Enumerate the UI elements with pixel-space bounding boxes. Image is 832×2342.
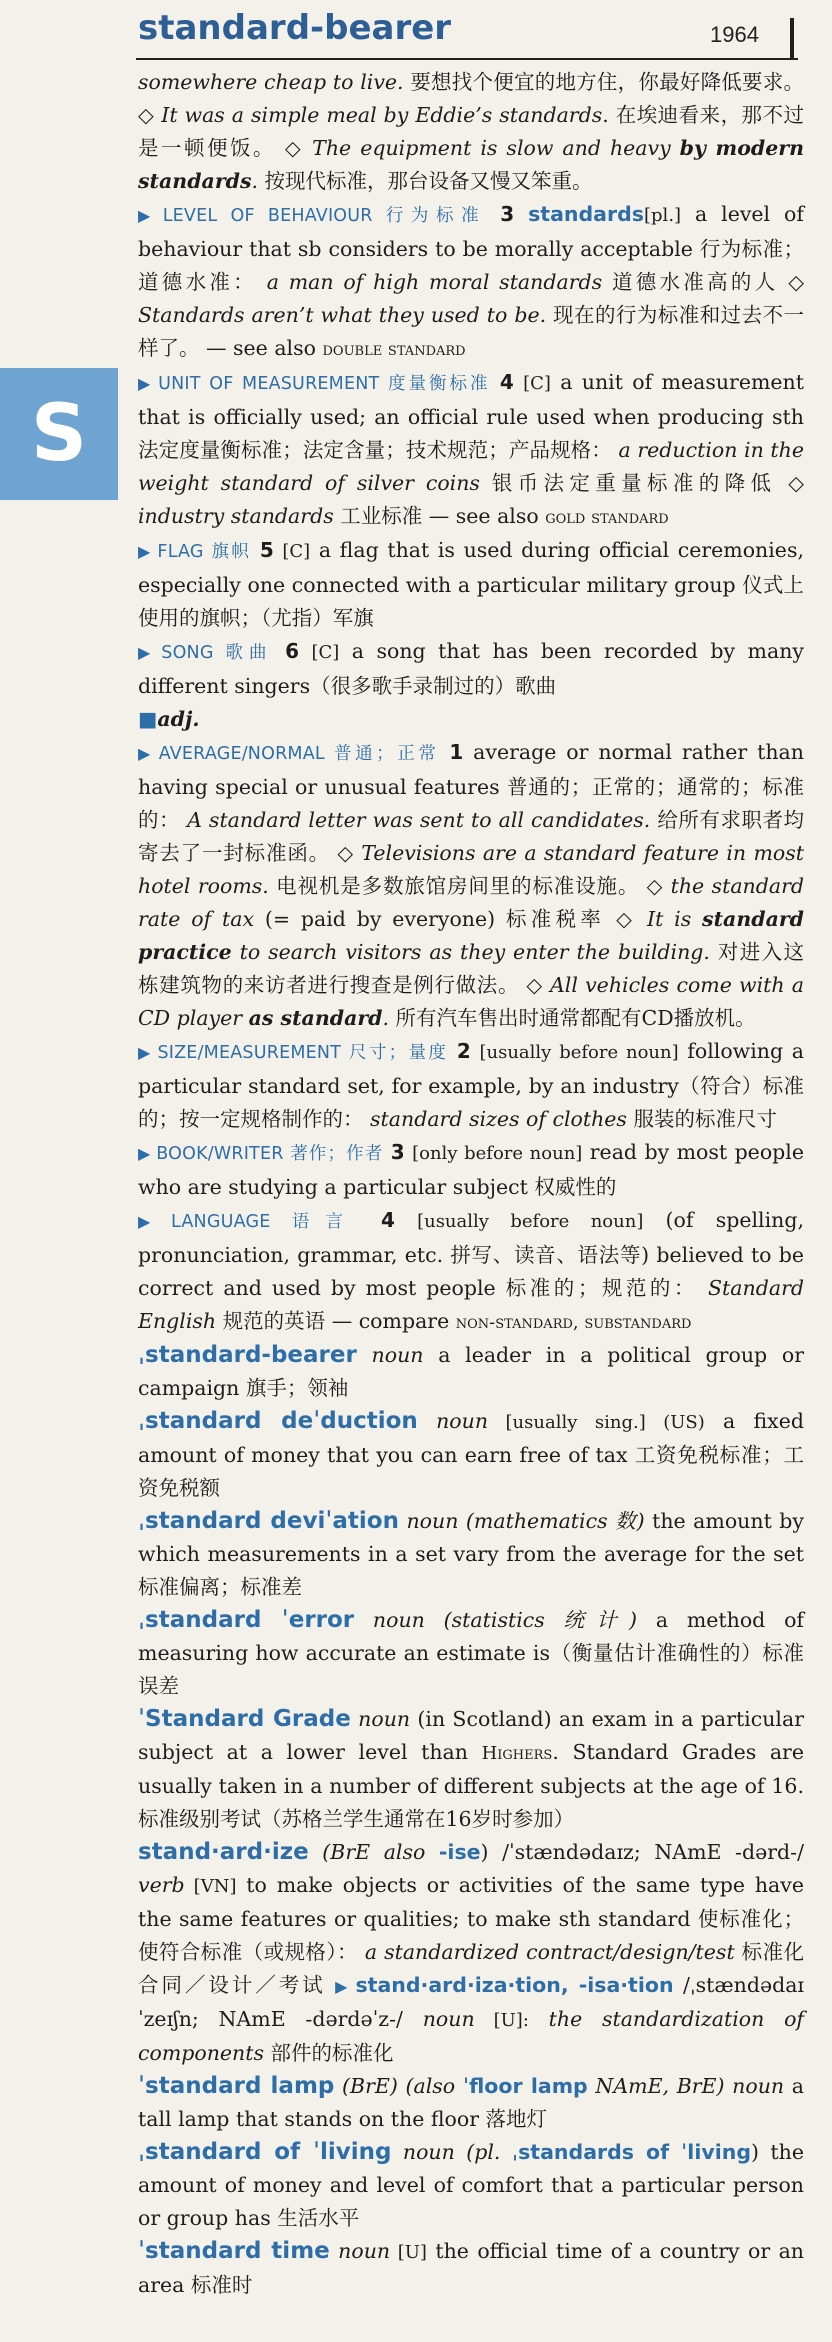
translation: 落地灯	[479, 2107, 548, 2131]
shortcut-label: BOOK/WRITER 著作；作者	[156, 1144, 384, 1164]
cross-reference-link[interactable]: non-standard, substandard	[455, 1312, 692, 1333]
shortcut-label: AVERAGE/NORMAL 普通；正常	[158, 744, 440, 764]
cross-reference-link[interactable]: Highers	[481, 1743, 553, 1764]
example: a standardized contract/design/test	[357, 1940, 735, 1964]
header-rule	[136, 58, 798, 60]
entry-standard-time	[138, 2235, 804, 2302]
variant-label: )	[480, 1840, 489, 1864]
shortcut-label: SONG 歌曲	[161, 643, 273, 663]
sense-flag	[138, 534, 804, 635]
example-bold: standard practice	[138, 907, 804, 964]
translation: 部件的标准化	[264, 2041, 394, 2065]
part-of-speech: noun	[417, 1409, 489, 1433]
entry-standard-deviation	[138, 1505, 804, 1604]
pronunciation: /ˌstændədaɪˈzeɪʃn; NAmE -dərdəˈz-/	[138, 1973, 804, 2031]
variant-label: (BrE) (also	[334, 2074, 463, 2098]
translation: 工业标准	[333, 504, 423, 528]
pos-marker-icon: ■	[138, 707, 158, 731]
cross-reference-link[interactable]: gold standard	[545, 507, 669, 528]
see-also-label: — see also	[422, 504, 546, 528]
entry-headword: stand·ard·ize	[138, 1839, 309, 1865]
definition: . Standard Grades are usually taken in a number of different subjects at the age of 16.	[138, 1740, 804, 1798]
translation: 标准税率	[495, 907, 606, 931]
shortcut-label: UNIT OF MEASUREMENT 度量衡标准	[158, 374, 491, 394]
inflected-form: standards	[528, 202, 645, 226]
sense-continuation	[138, 66, 804, 198]
sense-number: 4	[499, 370, 514, 394]
grammar-label: [U]:	[474, 2010, 529, 2031]
translation: 工资免税标准；工资免税额	[138, 1443, 804, 1500]
translation: 按现代标准，那台设备又慢又笨重。	[258, 169, 593, 193]
entry-headword: ˌstandard ˈerror	[138, 1607, 355, 1633]
part-of-speech: noun	[402, 2007, 475, 2031]
sense-unit-of-measurement	[138, 366, 804, 534]
sense-number: 2	[456, 1039, 471, 1063]
derivative-arrow-icon: ▶	[335, 1977, 351, 1996]
translation: 电视机是多数旅馆房间里的标准设施。	[268, 874, 640, 898]
translation: 规范的英语	[216, 1309, 326, 1333]
entry-standard-deduction	[138, 1405, 804, 1505]
grammar-label: [C]	[282, 541, 311, 562]
definition: a song that has been recorded by many different singers	[138, 639, 804, 698]
translation: 使标准化；使符合标准（或规格）：	[138, 1907, 804, 1964]
shortcut-arrow-icon: ▶	[138, 1144, 152, 1163]
derivative-headword: stand·ard·iza·tion, -isa·tion	[355, 1973, 674, 1997]
definition: (in Scotland) an exam in a particular subject at a lower level than	[138, 1707, 804, 1764]
definition: read by most people who are studying a particular subject	[138, 1140, 804, 1199]
definition: a method of measuring how accurate an estimate is	[138, 1608, 804, 1665]
translation: 标准级别考试（苏格兰学生通常在16岁时参加）	[138, 1807, 575, 1831]
entry-standard-bearer	[138, 1339, 804, 1405]
cross-reference-link[interactable]: double standard	[322, 339, 466, 360]
entry-headword: ˈStandard Grade	[138, 1706, 351, 1732]
part-of-speech: noun	[329, 2239, 391, 2263]
translation: 要想找个便宜的地方住，你最好降低要求。	[403, 70, 804, 94]
example: .	[382, 1006, 390, 1030]
translation: 道德水准高的人	[602, 270, 779, 294]
translation: 现在的行为标准和过去不一样了。	[138, 303, 804, 360]
translation: 所有汽车售出时通常都配有CD播放机。	[389, 1006, 756, 1030]
grammar-label: [only before noun]	[412, 1143, 583, 1164]
shortcut-arrow-icon: ▶	[138, 1043, 153, 1062]
shortcut-arrow-icon: ▶	[138, 744, 154, 763]
definition: following a particular standard set, for example, by an industry	[138, 1039, 804, 1098]
definition: to make objects or activities of the same type have the same features or qualities; to make sth standard	[138, 1873, 804, 1931]
part-of-speech: noun	[391, 2140, 455, 2164]
pronunciation: /ˈstændədaɪz; NAmE -dərd-/	[488, 1840, 804, 1864]
variant-headword: ˈfloor lamp	[462, 2074, 588, 2098]
example: A standard letter was sent to all candidates.	[180, 808, 651, 832]
sense-language	[138, 1204, 804, 1339]
definition: a flag that is used during official ceremonies, especially one connected with a particular military group	[138, 538, 804, 597]
grammar-label: [usually sing.] (US)	[488, 1412, 705, 1433]
translation: 服装的标准尺寸	[626, 1107, 777, 1131]
thumb-index-tab[interactable]: S	[0, 368, 118, 500]
example: the standardization of components	[138, 2007, 805, 2065]
header-rule-tick	[790, 18, 794, 60]
entry-standard-lamp	[138, 2070, 804, 2136]
definition: a fixed amount of money that you can earn free of tax	[138, 1409, 804, 1467]
sense-number: 1	[449, 740, 464, 764]
definition: a unit of measurement that is officially used; an official rule used when producing sth	[138, 370, 804, 429]
translation: （衡量估计准确性的）标准误差	[138, 1641, 805, 1698]
example: Standard English	[138, 1276, 804, 1333]
grammar-label: [VN]	[184, 1876, 237, 1897]
sense-level-of-behaviour	[138, 198, 804, 366]
entry-headword: ˈstandard lamp	[138, 2073, 335, 2099]
running-head: standard-bearer	[138, 8, 452, 48]
example: standard sizes of clothes	[363, 1107, 627, 1131]
translation: （符合）标准的；按一定规格制作的：	[138, 1074, 805, 1131]
see-also-label: — see also	[199, 336, 323, 360]
grammar-label: [C]	[523, 373, 551, 394]
example-bold: as standard	[248, 1006, 383, 1030]
translation: 对进入这栋建筑物的来访者进行搜查是例行做法。	[138, 940, 804, 997]
translation: 标准时	[184, 2273, 253, 2297]
translation: 法定度量衡标准；法定含量；技术规范；产品规格：	[138, 438, 612, 462]
variant-label: (BrE also	[308, 1840, 439, 1864]
translation: （很多歌手录制过的）歌曲	[310, 674, 557, 698]
main-column	[138, 66, 804, 2302]
plural-label: )	[751, 2140, 760, 2164]
shortcut-label: LANGUAGE 语言	[171, 1212, 359, 1232]
entry-headword: ˌstandard deˈduction	[138, 1408, 418, 1434]
example: ◇ All vehicles come with a CD player	[138, 973, 805, 1030]
sense-number: 6	[285, 639, 300, 663]
example: ◇ the standard rate of tax	[138, 874, 805, 931]
entry-standard-grade	[138, 1703, 804, 1836]
translation: 旗手；领袖	[239, 1376, 349, 1400]
grammar-label: [C]	[311, 642, 340, 663]
sense-size-measurement	[138, 1035, 804, 1136]
plural-label: (pl.	[454, 2140, 512, 2164]
sense-average-normal	[138, 736, 804, 1035]
definition: a leader in a political group or campaign	[138, 1343, 804, 1400]
example: a reduction in the weight standard of silver coins	[138, 438, 805, 495]
part-of-speech: noun	[724, 2074, 785, 2098]
sense-number: 3	[500, 202, 515, 226]
page-number: 1964	[710, 22, 759, 47]
part-of-speech: noun	[398, 1509, 459, 1533]
translation: 标准的；规范的：	[495, 1276, 698, 1300]
shortcut-arrow-icon: ▶	[138, 206, 158, 225]
part-of-speech: noun	[356, 1343, 424, 1367]
definition: the amount of money and level of comfort that a particular person or group has	[138, 2140, 804, 2230]
translation: 标准化合同／设计／考试	[138, 1940, 805, 1997]
translation: 拼写、读音、语法等	[443, 1243, 642, 1267]
subject-label: (mathematics 数)	[458, 1509, 645, 1533]
entry-headword: ˌstandard-bearer	[138, 1342, 357, 1368]
example: to search visitors as they enter the building.	[231, 940, 710, 964]
entry-standard-error	[138, 1604, 804, 1703]
example: somewhere cheap to live.	[138, 70, 404, 94]
sense-book-writer	[138, 1136, 804, 1204]
shortcut-label: FLAG 旗帜	[157, 542, 252, 562]
variant-headword: -ise	[438, 1840, 481, 1864]
sense-number: 4	[380, 1208, 395, 1232]
grammar-label: [usually before noun]	[417, 1211, 644, 1232]
example-bold: by modern standards	[138, 136, 804, 193]
example-note: (= paid by everyone)	[254, 907, 496, 931]
translation: 仪式上使用的旗帜；（尤指）军旗	[138, 573, 804, 630]
definition: a level of behaviour that sb considers to be morally acceptable	[138, 202, 804, 261]
shortcut-label: LEVEL OF BEHAVIOUR 行为标准	[162, 206, 487, 226]
shortcut-arrow-icon: ▶	[138, 542, 153, 561]
part-of-speech: noun	[350, 1707, 411, 1731]
example: .	[251, 169, 259, 193]
definition: average or normal rather than having special or unusual features	[138, 740, 804, 799]
part-of-speech: noun	[354, 1608, 425, 1632]
definition: the amount by which measurements in a set vary from the average for the set	[138, 1509, 805, 1566]
definition: ) believed to be correct and used by most people	[138, 1243, 804, 1300]
pos-label: adj.	[157, 707, 200, 731]
translation: 在埃迪看来，那不过是一顿便饭。	[138, 103, 804, 160]
definition: a tall lamp that stands on the floor	[138, 2074, 805, 2131]
translation: 权威性的	[527, 1175, 617, 1199]
entry-headword: ˌstandard of ˈliving	[138, 2139, 392, 2165]
example: ◇ industry standards	[138, 471, 804, 528]
translation: 给所有求职者均寄去了一封标准函。	[138, 808, 804, 865]
example: ◇ The equipment is slow and heavy	[275, 136, 680, 160]
grammar-label: [U]	[390, 2242, 427, 2263]
translation: 银币法定重量标准的降低	[479, 471, 777, 495]
translation: 行为标准；道德水准：	[138, 237, 804, 294]
sense-number: 5	[259, 538, 274, 562]
example: ◇ Standards aren’t what they used to be.	[138, 270, 805, 327]
part-of-speech: verb	[138, 1873, 185, 1897]
entry-headword: ˈstandard time	[138, 2238, 330, 2264]
example: ◇ It is	[605, 907, 703, 931]
variant-label: NAmE, BrE)	[587, 2074, 725, 2098]
sense-number: 3	[390, 1140, 405, 1164]
grammar-label: [pl.]	[644, 205, 682, 226]
sense-song	[138, 635, 804, 703]
definition: the official time of a country or an area	[138, 2239, 804, 2297]
subject-label: (statistics 统计)	[424, 1608, 638, 1632]
example: a man of high moral standards	[256, 270, 603, 294]
compare-label: — compare	[325, 1309, 456, 1333]
definition: (of spelling, pronunciation, grammar, etc.	[138, 1208, 804, 1267]
translation: 生活水平	[270, 2206, 360, 2230]
pos-adjective	[138, 703, 804, 736]
entry-headword: ˌstandard deviˈation	[138, 1508, 399, 1534]
example: ◇ Televisions are a standard feature in most hotel rooms.	[138, 841, 805, 898]
shortcut-arrow-icon: ▶	[138, 374, 154, 393]
entry-standard-of-living	[138, 2136, 804, 2235]
translation: 普通的；正常的；通常的；标准的：	[138, 775, 805, 832]
shortcut-label: SIZE/MEASUREMENT 尺寸；量度	[157, 1043, 449, 1063]
plural-form: ˌstandards of ˈliving	[511, 2140, 752, 2164]
entry-standardize	[138, 1836, 804, 2070]
example: ◇ It was a simple meal by Eddie’s standards.	[138, 103, 609, 127]
grammar-label: [usually before noun]	[479, 1042, 679, 1063]
translation: 标准偏离；标准差	[138, 1575, 302, 1599]
shortcut-arrow-icon: ▶	[138, 1212, 166, 1231]
shortcut-arrow-icon: ▶	[138, 643, 157, 662]
